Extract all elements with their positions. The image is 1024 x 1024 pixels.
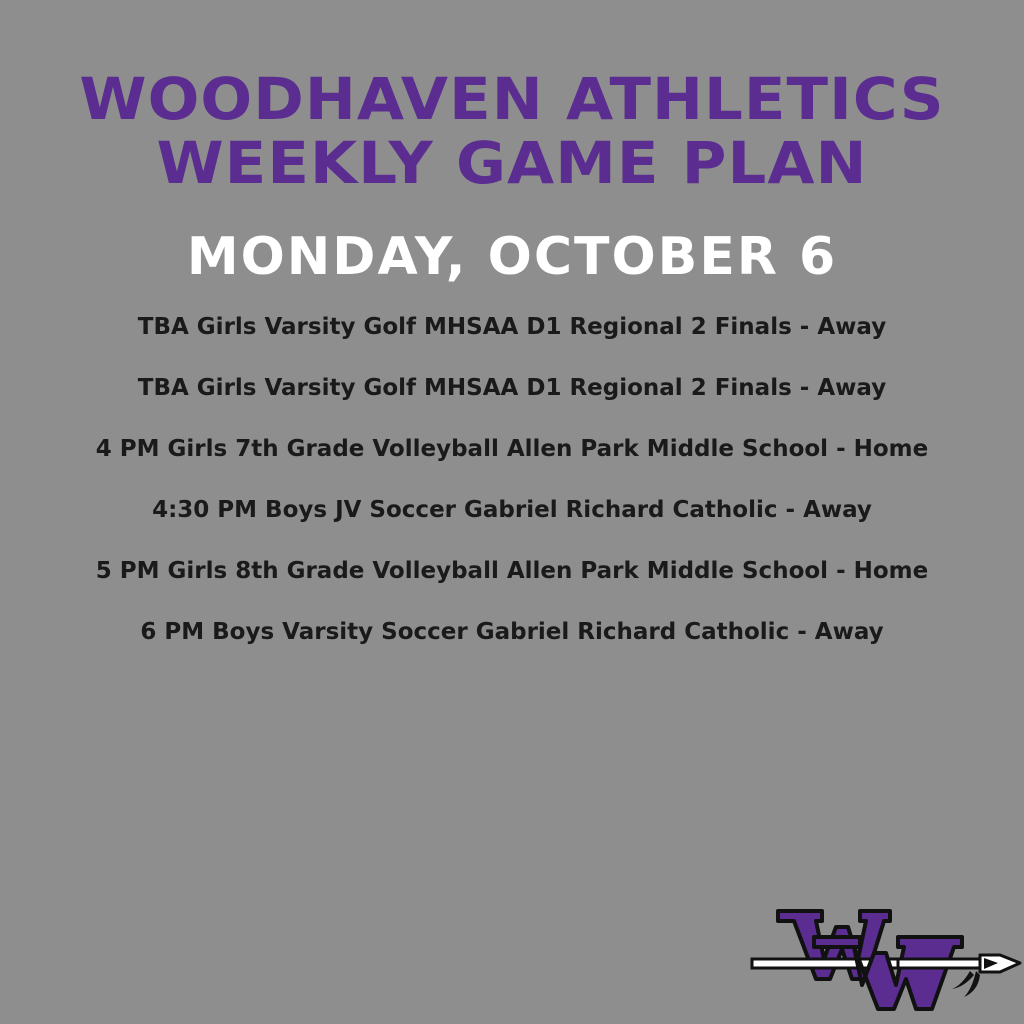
title-line-2: WEEKLY GAME PLAN <box>156 129 868 197</box>
event-item: 5 PM Girls 8th Grade Volleyball Allen Park Middle School - Home <box>95 558 929 584</box>
event-item: TBA Girls Varsity Golf MHSAA D1 Regional 2 Finals - Away <box>137 314 887 340</box>
event-item: 4:30 PM Boys JV Soccer Gabriel Richard Catholic - Away <box>152 497 872 523</box>
event-item: 6 PM Boys Varsity Soccer Gabriel Richard Catholic - Away <box>140 619 884 645</box>
day-heading: MONDAY, OCTOBER 6 <box>186 227 838 287</box>
event-list <box>0 306 1024 672</box>
event-item: TBA Girls Varsity Golf MHSAA D1 Regional 2 Finals - Away <box>137 375 887 401</box>
event-item: 4 PM Girls 7th Grade Volleyball Allen Park Middle School - Home <box>95 436 929 462</box>
woodhaven-ww-spear-logo-icon <box>748 905 1024 1015</box>
title-line-1: WOODHAVEN ATHLETICS <box>79 65 945 133</box>
